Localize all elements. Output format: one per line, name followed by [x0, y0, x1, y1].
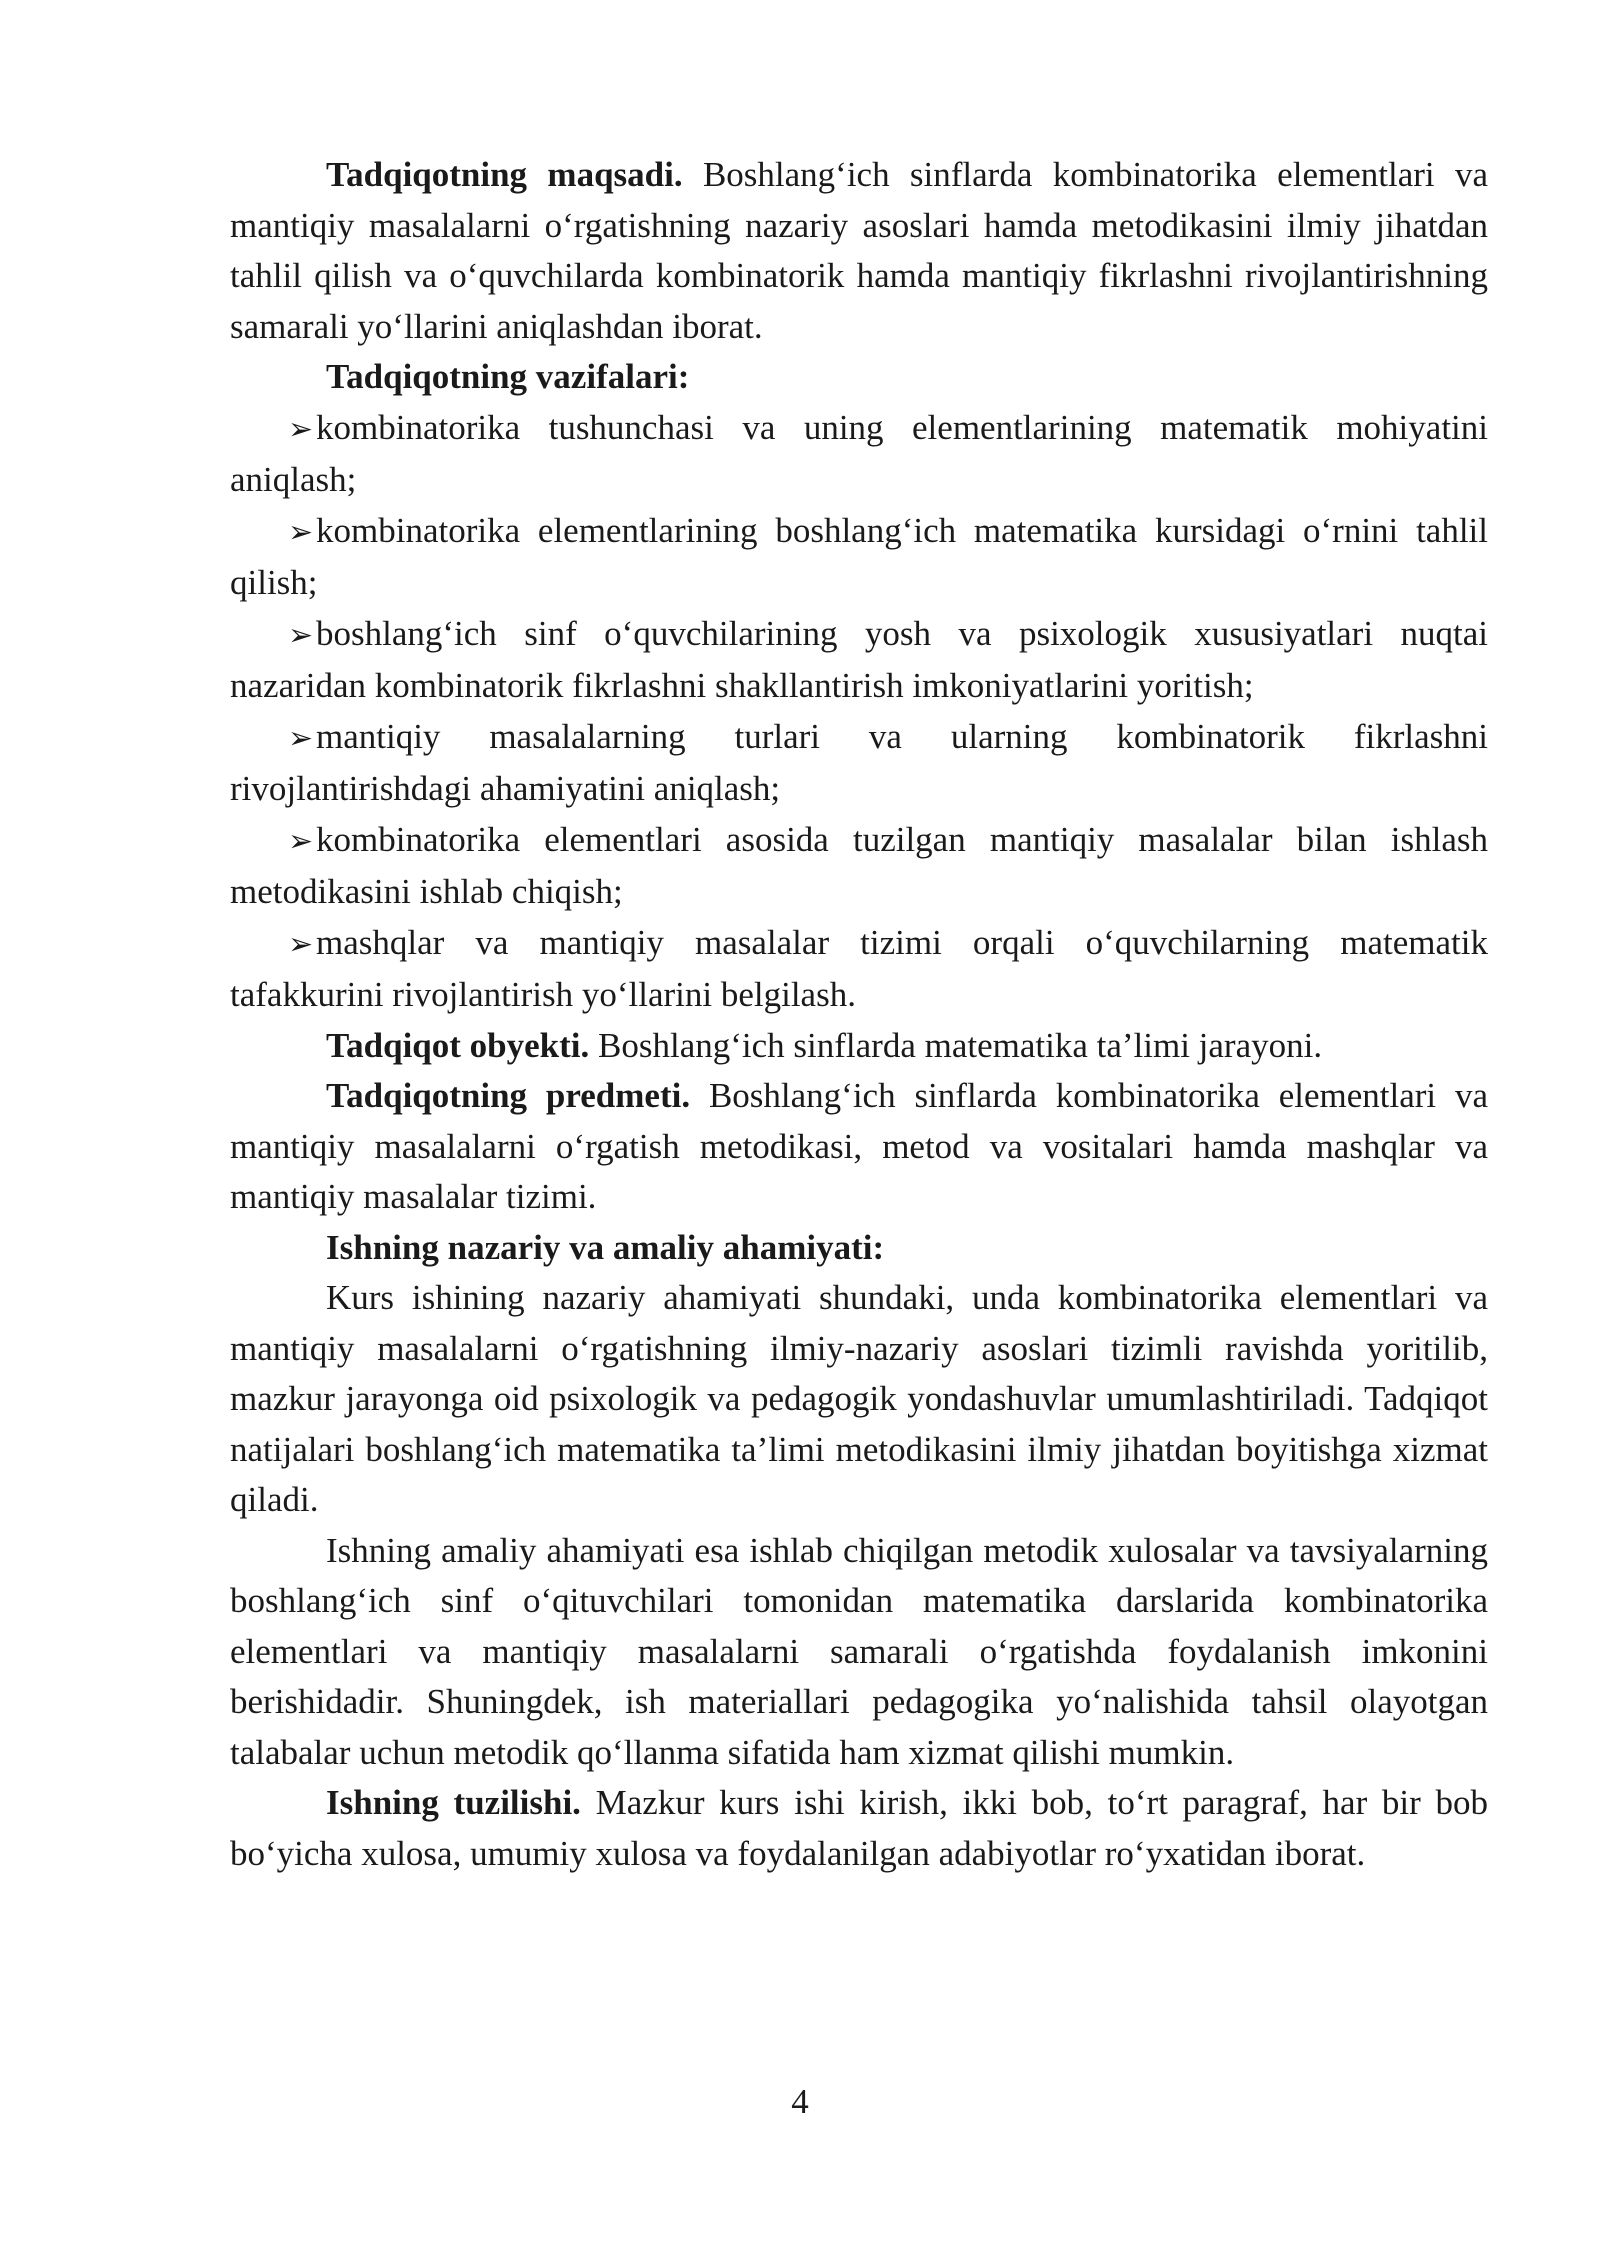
predmet-paragraph: [230, 1071, 1488, 1223]
vazifa-item-text: kombinatorika tushunchasi va uning elementlarining matematik mohiyatini aniqlash;: [230, 407, 1488, 499]
tuzilish-text: Mazkur kurs ishi kirish, ikki bob, to‘rt paragraf, har bir bob bo‘yicha xulosa, umumiy xulosa va foydalanilgan adabiyotlar ro‘yxatidan iborat.: [230, 1783, 1488, 1873]
vazifa-item: [230, 609, 1488, 712]
maqsad-label: Tadqiqotning maqsadi.: [326, 155, 683, 194]
obyekt-paragraph: [230, 1021, 1488, 1072]
ahamiyat-label: Ishning nazariy va amaliy ahamiyati:: [326, 1227, 885, 1267]
vazifa-item-text: mantiqiy masalalarning turlari va ularning kombinatorik fikrlashni rivojlantirishdagi ahamiyatini aniqlash;: [230, 716, 1488, 808]
vazifa-item: [230, 403, 1488, 506]
vazifalar-label: Tadqiqotning vazifalari:: [326, 357, 690, 396]
vazifa-item: [230, 712, 1488, 815]
arrow-bullet-icon: ➢: [288, 720, 314, 756]
vazifalar-heading: [230, 352, 1488, 403]
maqsad-paragraph: [230, 150, 1488, 352]
document-page: [230, 150, 1488, 1879]
vazifa-item-text: kombinatorika elementlarining boshlang‘ich matematika kursidagi o‘rnini tahlil qilish;: [230, 510, 1488, 602]
vazifa-item-text: mashqlar va mantiqiy masalalar tizimi orqali o‘quvchilarning matematik tafakkurini rivojlantirish yo‘llarini belgilash.: [230, 922, 1488, 1014]
obyekt-text: Boshlang‘ich sinflarda matematika ta’limi jarayoni.: [589, 1025, 1323, 1065]
arrow-bullet-icon: ➢: [288, 926, 314, 962]
ahamiyat-heading: [230, 1223, 1488, 1274]
arrow-bullet-icon: ➢: [288, 514, 314, 550]
maqsad-text: Boshlang‘ich sinflarda kombinatorika elementlari va mantiqiy masalalarni o‘rgatishning nazariy asoslari hamda metodikasini ilmiy jihatdan tahlil qilish va o‘quvchilarda kombinatorik hamda mantiqiy fikrlashni rivojlantirishning samarali yo‘llarini aniqlashdan iborat.: [230, 155, 1488, 346]
predmet-text: Boshlang‘ich sinflarda kombinatorika elementlari va mantiqiy masalalarni o‘rgatish metodikasi, metod va vositalari hamda mashqlar va mantiqiy masalalar tizimi.: [230, 1076, 1488, 1216]
amaliy-ahamiyat-paragraph: Ishning amaliy ahamiyati esa ishlab chiqilgan metodik xulosalar va tavsiyalarning boshlang‘ich sinf o‘qituvchilari tomonidan matematika darslarida kombinatorika elementlari va mantiqiy masalalarni samarali o‘rgatishda foydalanish imkonini berishidadir. Shuningdek, ish materiallari pedagogika yo‘nalishida tahsil olayotgan talabalar uchun metodik qo‘llanma sifatida ham xizmat qilishi mumkin.: [230, 1530, 1488, 1772]
page-number: 4: [791, 2082, 809, 2121]
vazifa-item: [230, 506, 1488, 609]
vazifa-item-text: kombinatorika elementlari asosida tuzilgan mantiqiy masalalar bilan ishlash metodikasini ishlab chiqish;: [230, 819, 1488, 911]
nazariy-ahamiyat-paragraph: Kurs ishining nazariy ahamiyati shundaki, unda kombinatorika elementlari va mantiqiy masalalarni o‘rgatishning ilmiy-nazariy asoslari tizimli ravishda yoritilib, mazkur jarayonga oid psixologik va pedagogik yondashuvlar umumlashtiriladi. Tadqiqot natijalari boshlang‘ich matematika ta’limi metodikasini ilmiy jihatdan boyitishga xizmat qiladi.: [230, 1278, 1488, 1519]
obyekt-label: Tadqiqot obyekti.: [326, 1025, 590, 1065]
vazifa-item: [230, 815, 1488, 918]
arrow-bullet-icon: ➢: [288, 823, 314, 859]
tuzilish-paragraph: [230, 1778, 1488, 1879]
vazifa-item: [230, 918, 1488, 1021]
vazifa-item-text: boshlang‘ich sinf o‘quvchilarining yosh va psixologik xususiyatlari nuqtai nazaridan kombinatorik fikrlashni shakllantirish imkoniyatlarini yoritish;: [230, 613, 1488, 705]
tuzilish-label: Ishning tuzilishi.: [326, 1783, 581, 1822]
arrow-bullet-icon: ➢: [288, 411, 314, 447]
arrow-bullet-icon: ➢: [288, 617, 314, 653]
predmet-label: Tadqiqotning predmeti.: [326, 1076, 691, 1115]
